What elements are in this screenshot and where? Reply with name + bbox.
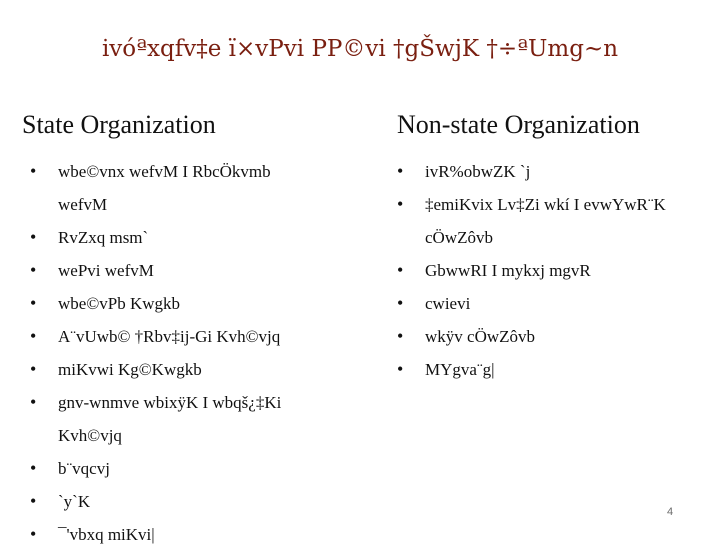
list-item-text: [425, 254, 591, 287]
list-item-text: [58, 485, 90, 518]
list-item: [30, 452, 375, 485]
list-item-text: [425, 188, 666, 254]
list-item-text: [425, 320, 535, 353]
list-item: [397, 254, 697, 287]
list-item: [30, 386, 375, 452]
bullet-icon: •: [30, 161, 37, 181]
list-item-text: [58, 320, 280, 353]
list-item-text: [425, 155, 530, 188]
list-item-line: miKvwi Kg©Kwgkb: [58, 360, 202, 379]
list-item: [30, 518, 375, 551]
list-item: [30, 485, 375, 518]
list-item-text: [58, 221, 148, 254]
bullet-icon: •: [30, 227, 37, 247]
list-item-text: [425, 287, 470, 320]
list-item-text: [425, 353, 495, 386]
bullet-icon: •: [397, 194, 404, 214]
bullet-icon: •: [30, 458, 37, 478]
list-item-text: [58, 287, 180, 320]
list-item-text: [58, 518, 155, 551]
list-item: [30, 287, 375, 320]
list-item-text: [58, 353, 202, 386]
bullet-icon: •: [397, 260, 404, 280]
bullet-icon: •: [30, 293, 37, 313]
list-item: [30, 155, 375, 221]
list-item-line: GbwwRI I mykxj mgvR: [425, 261, 591, 280]
list-item-line: ¯'vbxq miKvi|: [58, 525, 155, 544]
list-item-line: A¨vUwb© †Rbv‡ij-Gi Kvh©vjq: [58, 327, 281, 346]
bullet-icon: •: [30, 260, 37, 280]
list-item: [397, 353, 697, 386]
list-item-line: MYgva¨g|: [425, 360, 495, 379]
list-item: [30, 221, 375, 254]
list-item-line: Kvh©vjq: [58, 426, 122, 445]
bullet-icon: •: [397, 293, 404, 313]
bullet-icon: •: [397, 326, 404, 346]
page-number: 4: [667, 506, 674, 518]
bullet-icon: •: [30, 392, 37, 412]
list-item-text: [58, 386, 281, 452]
non-state-organization-heading: Non-state Organization: [397, 110, 640, 139]
list-item-line: ivR%obwZK `j: [425, 162, 531, 181]
list-item-line: b¨vqcvj: [58, 459, 110, 478]
list-item-line: RvZxq msm`: [58, 228, 149, 247]
list-item: [397, 287, 697, 320]
list-item-line: wkÿv cÖwZôvb: [425, 327, 536, 346]
bullet-icon: •: [30, 359, 37, 379]
list-item-line: `y`K: [58, 492, 91, 511]
list-item-text: [58, 155, 271, 221]
state-organization-heading: State Organization: [22, 110, 216, 139]
list-item: [30, 254, 375, 287]
list-item: [397, 155, 697, 188]
list-item: [397, 320, 697, 353]
list-item-line: wbe©vnx wefvM I RbcÖkvmb: [58, 162, 271, 181]
bullet-icon: •: [397, 359, 404, 379]
slide-title: ivóªxqfv‡e ï×vPvi PP©vi †gŠwjK †÷ªUmg~n: [101, 36, 619, 62]
list-item-line: cÖwZôvb: [425, 228, 493, 247]
list-item-line: cwievi: [425, 294, 471, 313]
list-item-line: ‡emiKvix Lv‡Zi wkí I evwYwR¨K: [425, 195, 666, 214]
list-item-line: wePvi wefvM: [58, 261, 154, 280]
bullet-icon: •: [30, 491, 37, 511]
list-item: [30, 353, 375, 386]
non-state-organization-list: [397, 155, 697, 386]
list-item: [30, 320, 375, 353]
list-item-line: wbe©vPb Kwgkb: [58, 294, 180, 313]
list-item-text: [58, 452, 110, 485]
bullet-icon: •: [30, 326, 37, 346]
bullet-icon: •: [397, 161, 404, 181]
list-item-text: [58, 254, 154, 287]
state-organization-list: [30, 155, 375, 551]
list-item-line: gnv-wnmve wbixÿK I wbqš¿‡Ki: [58, 393, 282, 412]
list-item: [397, 188, 697, 254]
bullet-icon: •: [30, 524, 37, 544]
list-item-line: wefvM: [58, 195, 108, 214]
